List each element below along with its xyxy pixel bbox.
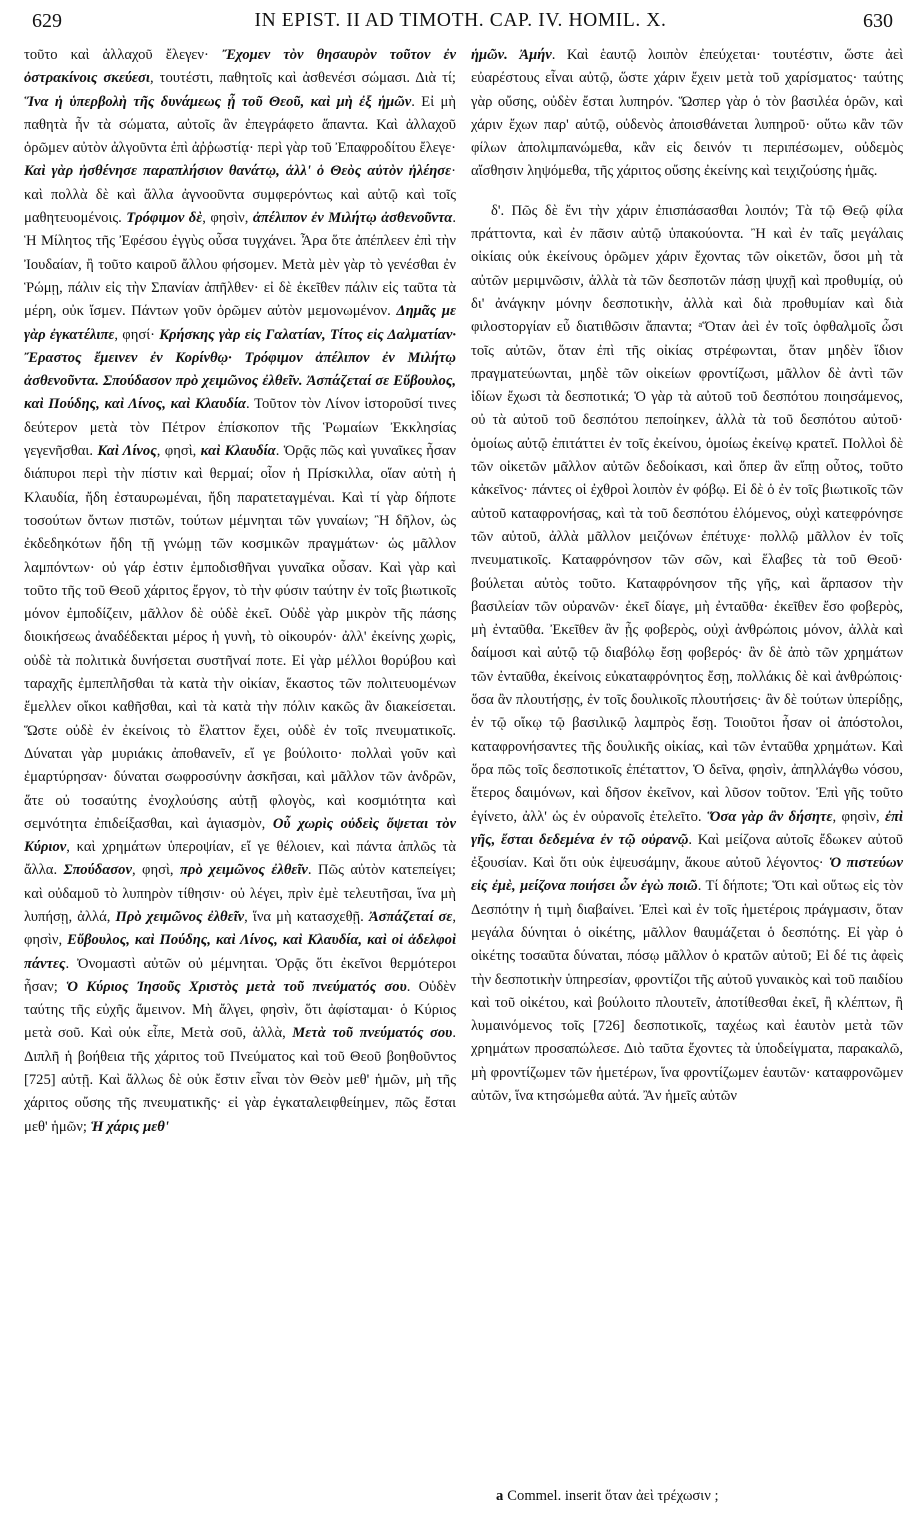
body-text: . Ὁρᾷς πῶς καὶ γυναῖκες ἦσαν διάπυροι περὶ τὴν πίστιν καὶ θερμαί; οἷον ἡ Πρίσκιλλα, οἵαν αὐτὴ ἡ Κλαυδία, ἤδη ἐσταυρωμέναι, ἤδη παρατεταγμέναι. Καὶ τί γὰρ δήποτε τοσούτων ὄντων πιστῶν, τούτων μέμνηται τῶν γυναίων; Ἢ δῆλον, ὡς ἐκδεδηκότων ἤδη τῇ γνώμῃ τῶν κοσμικῶν πραγμάτων· ὡς μᾶλλον λαμπόντων· οὐ γάρ ἐστιν ἐμποδισθῆναι γυναῖκα οὖσαν. Καὶ γὰρ καὶ τοῦτο τῆς τοῦ Θεοῦ χάριτος ἔργον, τὸ τὴν φύσιν ταύτην ἐν τοῖς βιωτικοῖς μόνον ἐμποδίζειν, μᾶλλον δὲ οὐδὲ ἐκεῖ. Οὐδὲ γὰρ μικρὸν τῆς πάσης διοικήσεως ἀναδέδεκται μέρος ἡ γυνὴ, τὸ οἰκουρόν· ἀλλ' ἐκείνης χωρὶς, οὐδὲ τὰ πολιτικὰ δυνήσεται συστῆναί ποτε. Εἰ γὰρ μέλλοι θορύβου καὶ ταραχῆς ἐμπεπλῆσθαι τὰ κατὰ τὴν οἰκίαν, ἕκαστος τῶν πολιτευομένων ἔμελλεν οἴκοι καθῆσθαι, καὶ τὰ κατὰ τὴν πόλιν κακῶς ἂν διακείσεται. Ὥστε οὐδὲ ἐν ἐκείνοις τὸ ἔλαττον ἔχει, οὐδὲ ἐν τοῖς πνευματικοῖς. Δύναται γὰρ μυριάκις ἀποθανεῖν, εἴ γε βούλοιτο· πολλαὶ γοῦν καὶ ἐμαρτύρησαν· δύναται σωφροσύνην ἀσκῆσαι, καὶ μᾶλλον τῶν ἀνδρῶν, ἅτε οὐ τοσαύτης ἐνοχλούσης αὐτῇ φλογὸς, καὶ κοσμιότητα καὶ σεμνότητα ἐπιδείξασθαι, καὶ ἁγιασμὸν, <box>24 443 457 832</box>
body-text: δ'. Πῶς δὲ ἔνι τὴν χάριν ἐπισπάσασθαι λοιπόν; Τὰ τῷ Θεῷ φίλα πράττοντα, καὶ ἐν πᾶσιν αὐτῷ ὑπακούοντα. Ἢ καὶ ἐν ταῖς μεγάλαις οἰκίαις οὐκ ἐκείνους ὁρῶμεν χάριν ἔχοντας τῶν οἰκετῶν, ὅσοι μὴ τὰ αὐτῶν μεριμνῶσιν, ἀλλὰ τὰ τῶν δεσποτῶν πάσῃ ψυχῇ καὶ προθυμίᾳ, οὐ δι' ἀνάγκην μόνην δεσποτικὴν, ἀλλὰ καὶ διὰ προθυμίαν καὶ διὰ φιλοστοργίαν εὖ διατιθῶσιν ἅπαντα; ᵃὍταν ἀεὶ ἐν τοῖς ὀφθαλμοῖς ὦσι τοῖς αὐτῶν, ὅταν ἐπὶ τῆς οἰκίας στρέφωνται, ὅταν μηδὲν ἴδιον πραγματεύωνται, μηδὲ τῶν οἰκείων φροντίζωσι, μᾶλλον δὲ ἀντὶ τῶν ἰδίων ἔχωσι τὰ δεσποτικά; Ὁ γὰρ τὰ αὐτοῦ τοῦ δεσπότου ποιησάμενος, οὐ τὰ αὐτοῦ τοῦ δεσπότου πεποίηκεν, ἀλλὰ τὰ τοῦ δεσπότου αὐτοῦ· ὁμοίως αὐτῷ ἐπιτάττει ἐν τοῖς ἐκείνου, ὁμοίως ἐκείνῳ κρατεῖ. Πολλοὶ δὲ τῶν οἰκετῶν μᾶλλον αὐτῶν δεδοίκασι, καὶ ὅπερ ἂν εἴπῃ οὗτος, τοῦτο κἀκεῖνος· πάντες οἱ ἐχθροὶ λοιπὸν ἐν φόβῳ. Εἰ δὲ ὁ ἐν τοῖς βιωτικοῖς τῶν αὐτοῦ καταφρονήσας, καὶ τὰ τοῦ δεσπότου ἑλόμενος, οὐχὶ κατεφρόνησε τῶν αὐτοῦ, ἀλλὰ μᾶλλον μειζόνων ἐπέτυχε· πολλῷ μᾶλλον ἐν τοῖς πνευματικοῖς. Καταφρόνησον τῶν σῶν, καὶ ἕλαβες τὰ τοῦ Θεοῦ· βούλεται αὐτὸς τοῦτο. Καταφρόνησον τῆς γῆς, καὶ ἅρπασον τὴν βασιλείαν τῶν οὐρανῶν· ἐκεῖ δίαγε, μὴ ἐνταῦθα· ἐκεῖθεν ἔσο φοβερὸς, μὴ ἐνταῦθα. Ἐκεῖθεν ἂν ᾖς φοβερὸς, οὐχὶ ἀνθρώποις μόνον, ἀλλὰ καὶ δαίμοσι καὶ αὐτῷ τῷ διαβόλῳ ἔσῃ φοβερός· ἂν δὲ ἀπὸ τῶν χρημάτων τῶν ἐνταῦθα, ἐκείνοις εὐκαταφρόνητος ἔσῃ, πολλάκις δὲ καὶ ἀνθρώποις· ὅσα ἂν πλουτήσῃς, ἐν τοῖς δουλικοῖς πλουτήσεις· ἂν δὲ τούτων ὑπερίδῃς, ἐν τῷ οἴκῳ τῷ βασιλικῷ λαμπρὸς ἔσῃ. Τοιοῦτοι ἦσαν οἱ ἀπόστολοι, καταφρονήσαντες τῆς δουλικῆς οἰκίας, καὶ τῶν ἐνταῦθα χρημάτων. Καὶ ὅρα πῶς τοῖς δεσποτικοῖς ἐπέταττον, Ὁ δεῖνα, φησὶν, ἀπηλλάγθω νόσου, ἕτερος δαιμόνων, καὶ δῆσον ἐκεῖνον, καὶ λῦσον τοῦτον. Ἐπὶ γῆς τοῦτο ἐγίνετο, ἀλλ' ὡς ἐν οὐρανοῖς ἐτελεῖτο. <box>471 202 903 825</box>
body-text: . Καὶ μείζονα αὐτοῖς ἔδωκεν αὐτοῦ ἐξουσίαν. Καὶ ὅτι οὐκ ἐψευσάμην, ἄκουε αὐτοῦ λέγοντος· <box>471 831 903 872</box>
body-text: τοῦτο καὶ ἀλλαχοῦ ἔλεγεν· <box>24 47 222 63</box>
left-column <box>24 44 456 1139</box>
quoted-text: πρὸ χειμῶνος ἐλθεῖν <box>179 862 308 879</box>
body-text: . Εἰ μὴ παθητὰ ἦν τὰ σώματα, αὐτοῖς ἂν ἐπεγράφετο ἅπαντα. Καὶ ἀλλαχοῦ ὁρῶμεν αὐτὸν ἀλγοῦντα ἐπὶ ἀῤῥωστίᾳ· περὶ γὰρ τοῦ Ἐπαφροδίτου ἔλεγε· <box>24 93 457 157</box>
body-text: . Ὀνομαστὶ αὐτῶν οὐ μέμνηται. Ὁρᾷς ὅτι ἐκεῖνοι θερμότεροι ἦσαν; <box>24 955 456 995</box>
quoted-text: Ἀσπάζεταί σε <box>368 908 453 925</box>
quoted-text: Ὁ Κύριος Ἰησοῦς Χριστὸς μετὰ τοῦ πνεύματός σου <box>66 978 407 995</box>
quoted-text: ἀπέλιπον ἐν Μιλήτῳ ἀσθενοῦντα <box>252 210 453 227</box>
body-text: , φησὶν, <box>24 908 456 949</box>
quoted-text: Ἡ χάρις μεθ' <box>90 1118 169 1135</box>
quoted-text: Δημᾶς με γὰρ ἐγκατέλιπε <box>24 303 456 343</box>
quoted-text: Πρὸ χειμῶνος ἐλθεῖν <box>115 908 245 925</box>
quoted-text: καὶ Κλαυδία <box>200 443 276 460</box>
body-text: · καὶ πολλὰ δὲ καὶ ἄλλα ἀγνοοῦντα συμφερόντως καὶ αὐτῷ καὶ τοῖς μαθητευομένοις. <box>24 163 456 227</box>
right-column <box>471 44 903 1108</box>
page-number-right: 630 <box>863 10 893 32</box>
quoted-text: Ἔχομεν τὸν θησαυρὸν τοῦτον ἐν ὀστρακίνοις σκεύεσι <box>24 47 456 87</box>
quoted-text: Ἵνα ἡ ὑπερβολὴ τῆς δυνάμεως ᾖ τοῦ Θεοῦ, καὶ μὴ ἐξ ἡμῶν <box>24 93 412 110</box>
quoted-text: Κρήσκης γὰρ εἰς Γαλατίαν, Τίτος εἰς Δαλματίαν· Ἔραστος ἔμεινεν ἐν Κορίνθῳ· Τρόφιμον ἀπέλιπον ἐν Μιλήτῳ ἀσθενοῦντα. Σπούδασον πρὸ χειμῶνος ἐλθεῖν. Ἀσπάζεταί σε Εὔβουλος, καὶ Πούδης, καὶ Λίνος, καὶ Κλαυδία <box>24 326 456 413</box>
quoted-text: Καὶ Λίνος <box>97 443 157 460</box>
body-text: . Τί δήποτε; Ὅτι καὶ οὕτως εἰς τὸν Δεσπότην ἡ τιμὴ διαβαίνει. Ἐπεὶ καὶ ἐν τοῖς ἡμετέροις πράγμασιν, ὅταν μεγάλα δύνηται ὁ οἰκέτης, μᾶλλον θαυμάζεται ὁ δεσπότης. Εἰ γὰρ ὁ οἰκέτης τοσαῦτα δύναται, πόσῳ μᾶλλον ὁ κρατῶν αὐτοῦ; Εἰ δέ τις ἀφεὶς τὴν δεσποτικὴν ὑπηρεσίαν, φροντίζοι τῆς αὐτοῦ γυναικὸς καὶ τοῦ παιδίου καὶ τοῦ οἰκέτου, καὶ βούλοιτο πλουτεῖν, ἀποτίθεσθαι ἐκεῖ, ἢ κλέπτων, ἢ λυμαινόμενος τοῖς [726] δεσποτικοῖς, ταχέως καὶ ἑαυτὸν μετὰ τῶν χρημάτων προσαπώλεσε. Διὸ ταῦτα ἔχοντες τὰ ὑποδείγματα, παρακαλῶ, μὴ φροντίζωμεν τῶν ἡμετέρων, ἵνα φροντίζωμεν ἑαυτῶν· καταφρονῶμεν αὐτῶν, ἵνα κτησώμεθα αὐτά. Ἂν ἡμεῖς αὐτῶν <box>471 878 903 1105</box>
body-text: , ἵνα μὴ κατασχεθῇ. <box>244 908 369 925</box>
body-text: . Διπλῆ ἡ βοήθεια τῆς χάριτος τοῦ Πνεύματος καὶ τοῦ Θεοῦ βοηθοῦντος [725] αὐτῇ. Καὶ ἄλλως δὲ οὐκ ἔστιν εἶναι τὸν Θεὸν μεθ' ἡμῶν, μὴ τῆς χάριτος οὔσης τῆς πνευματικῆς· εἰ γὰρ ἐγκαταλειφθείημεν, πῶς ἔσται μεθ' ἡμῶν; <box>24 1025 456 1135</box>
body-text: . Καὶ ἑαυτῷ λοιπὸν ἐπεύχεται· τουτέστιν, ὥστε ἀεὶ εὐαρέστους εἶναι αὐτῷ, ὥστε χάριν ἔχειν μετὰ τοῦ χαρίσματος· ταύτης γὰρ οὔσης, οὐδὲν ἔσται λυπηρόν. Ὥσπερ γὰρ ὁ τὸν βασιλέα ὁρῶν, καὶ χάριν ἔχων παρ' αὐτῷ, οὐδενὸς ἀποισθάνεται λυπηροῦ· οὕτω κἂν τῶν φίλων ἀπολιμπανώμεθα, κἂν εἰς δεινόν τι περιπέσωμεν, οὐδεμὸς αἴσθησιν ληψόμεθα, τῆς χάριτος οὔσης ἐκείνης καὶ τειχιζούσης ἡμᾶς. <box>471 47 903 180</box>
footnote-text: Commel. inserit ὅταν ἀεὶ τρέχωσιν ; <box>507 1488 719 1504</box>
body-text: . Πῶς αὐτὸν κατεπείγει; καὶ οὐδαμοῦ τὸ λυπηρὸν τίθησιν· οὐ λέγει, πρὶν ἐμὲ τελευτῆσαι, ἵνα μὴ λυπήσῃ, ἀλλά, <box>24 862 456 925</box>
quoted-text: Καὶ γὰρ ἠσθένησε παραπλήσιον θανάτῳ, ἀλλ' ὁ Θεὸς αὐτὸν ἠλέησε <box>24 163 452 180</box>
body-text: , φησί· <box>114 326 160 343</box>
quoted-text: Τρόφιμον δὲ <box>126 210 203 227</box>
page-number-left: 629 <box>32 10 62 32</box>
right-paragraph <box>471 44 903 184</box>
body-text: , φησὶ, <box>131 862 180 879</box>
left-paragraph <box>24 44 456 1139</box>
quoted-text: Εὔβουλος, καὶ Πούδης, καὶ Λίνος, καὶ Κλαυδία, καὶ οἱ ἀδελφοὶ πάντες <box>24 932 456 972</box>
footnote-mark: a <box>496 1488 504 1504</box>
quoted-text: ἐπὶ γῆς, ἔσται δεδεμένα ἐν τῷ οὐρανῷ <box>471 808 903 848</box>
quoted-text: Σπούδασον <box>63 862 132 879</box>
running-title: IN EPIST. II AD TIMOTH. CAP. IV. HOMIL. X. <box>254 10 667 31</box>
body-text: . Ἡ Μίλητος τῆς Ἐφέσου ἐγγὺς οὖσα τυγχάνει. Ἆρα ὅτε ἀπέπλεεν ἐπὶ τὴν Ἰουδαίαν, ἢ τοῦτο καιροῦ ἄλλου φήσομεν. Μετὰ μὲν γὰρ τὸ γενέσθαι ἐν Ῥώμῃ, πάλιν εἰς τὴν Σπανίαν ἀπῆλθεν· εἰ δὲ ἐκεῖθεν πάλιν εἰς ταῦτα τὰ μέρη, οὐκ ἴσμεν. Πάντων γοῦν ὁρῶμεν αὐτὸν μεμονωμένον. <box>24 210 456 320</box>
quoted-text: Οὗ χωρὶς οὐδεὶς ὄψεται τὸν Κύριον <box>24 815 456 856</box>
body-text: , φησὶν, <box>202 210 253 227</box>
quoted-text: Μετὰ τοῦ πνεύματός σου <box>292 1025 453 1042</box>
quoted-text: ἡμῶν. Ἀμήν <box>471 47 552 63</box>
quoted-text: Ὅσα γὰρ ἂν δήσητε <box>706 808 833 825</box>
body-text: . Τοῦτον τὸν Λίνον ἱστοροῦσί τινες δεύτερον μετὰ τὸν Πέτρον ἐπίσκοπον τῆς Ῥωμαίων Ἐκκλησίας γεγενῆσθαι. <box>24 396 456 460</box>
running-header <box>26 6 895 40</box>
right-paragraph <box>471 200 903 1109</box>
body-text: , φησὶ, <box>156 443 201 460</box>
body-text: , φησὶν, <box>832 808 885 825</box>
body-text: . Οὐδὲν ταύτης τῆς εὐχῆς ἄμεινον. Μὴ ἄλγει, φησὶν, ὅτι ἀφίσταμαι· ὁ Κύριος μετὰ σοῦ. Καὶ οὐκ εἶπε, Μετὰ σοῦ, ἀλλὰ, <box>24 978 456 1042</box>
body-text: , καὶ χρημάτων ὑπεροψίαν, εἴ γε θέλοιεν, καὶ πάντα ἁπλῶς τὰ ἄλλα. <box>24 839 456 879</box>
footnote <box>496 1488 916 1505</box>
quoted-text: Ὁ πιστεύων εἰς ἐμὲ, μείζονα ποιήσει ὧν ἐγὼ ποιῶ <box>471 855 903 895</box>
body-text: , τουτέστι, παθητοῖς καὶ ἀσθενέσι σώμασι. Διὰ τί; <box>149 70 456 87</box>
